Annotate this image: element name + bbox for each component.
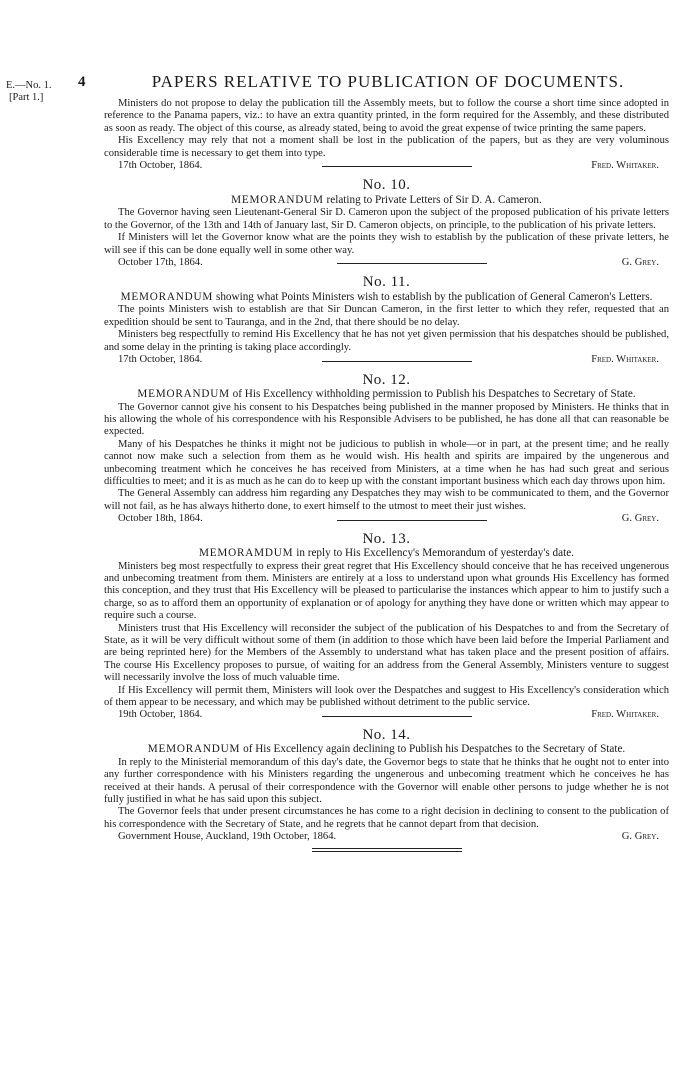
- paragraph: The Governor having seen Lieutenant-General Sir D. Cameron upon the subject of the proposed publication of his private letters to the Governor, of the 13th and 14th of January last, Sir D. Cameron objects, on principle, to the publication of his private letters.: [104, 207, 669, 231]
- date-line: 19th October, 1864.: [118, 709, 203, 721]
- date-line: October 17th, 1864.: [118, 257, 203, 269]
- paragraph: Many of his Despatches he thinks it might not be judicious to publish in whole—or in part, at the present time; and he really cannot now make such a selection from them as he would wish. His health and spirits are impaired by the ungenerous and unbecoming treatment which he conceives he has received from Ministers, at a time when he has had such great and serious difficulties to meet; and it is as much as he can do to keep up with the constant important business which each day throws upon him.: [104, 438, 669, 487]
- memo-no-11: [104, 276, 669, 366]
- page-body: [104, 98, 669, 852]
- memo-heading-text: showing what Points Ministers wish to establish by the publication of General Cameron's Letters.: [215, 290, 653, 303]
- date-line: 17th October, 1864.: [118, 354, 203, 366]
- memo-heading-text: relating to Private Letters of Sir D. A. Cameron.: [326, 193, 542, 206]
- paragraph: If His Excellency will permit them, Ministers will look over the Despatches and suggest to His Excellency's consideration which of them appear to be necessary, and which may be published without detriment to the public service.: [104, 684, 669, 709]
- signature-block: [104, 257, 669, 269]
- memo-no-13: [104, 530, 669, 722]
- memo-heading-lead: MEMORANDUM: [231, 193, 324, 206]
- margin-reference: [6, 80, 52, 104]
- paragraph: Ministers do not propose to delay the publication till the Assembly meets, but to follow the course a short time since adopted in reference to the Panama papers, viz.: to have an extra quantity printed, in the form required for the Assembly, and these distributed as soon as ready. The object of this course, as already stated, being to avoid the great expense of twice printing the same papers.: [104, 98, 669, 134]
- page-number: 4: [78, 74, 86, 90]
- memo-no-14: [104, 726, 669, 852]
- divider: [322, 361, 472, 362]
- section-number: No. 11.: [362, 274, 411, 291]
- divider: [337, 520, 487, 521]
- paragraph: If Ministers will let the Governor know what are the points they wish to establish by the publication of these private letters, he will see if this can be done equally well in some other way.: [104, 232, 669, 256]
- signature: G. Grey.: [621, 831, 659, 843]
- date-line: Government House, Auckland, 19th October, 1864.: [118, 831, 337, 843]
- running-head: PAPERS RELATIVE TO PUBLICATION OF DOCUMENTS.: [151, 72, 625, 91]
- paragraph: Ministers trust that His Excellency will reconsider the subject of the publication of his Despatches to and from the Secretary of State, as it will be very difficult without some of them (in addition to those which have been laid before the Imperial Parliament and are being reprinted here) for the Members of the Assembly to understand what has taken place and the present position of affairs. The course His Excellency proposes to pursue, of waiting for an address from the General Assembly, Ministers venture to suggest will necessarily involve the loss of much valuable time.: [104, 622, 669, 684]
- section-number: No. 12.: [362, 371, 411, 388]
- signature: Fred. Whitaker.: [591, 160, 659, 172]
- memo-heading-text: of His Excellency again declining to Publish his Despatches to the Secretary of State.: [243, 743, 626, 756]
- memo-no-12: [104, 371, 669, 526]
- divider: [337, 263, 487, 264]
- margin-ref-line1: E.—No. 1.: [6, 80, 52, 91]
- memo-heading: [104, 194, 669, 207]
- memo-heading-lead: MEMORANDUM: [120, 290, 214, 303]
- end-divider: [312, 851, 462, 852]
- paragraph: In reply to the Ministerial memorandum of this day's date, the Governor begs to state that he thinks that he ought not to enter into any further correspondence with his Ministers regarding the ungenerous and unbecoming treatment which he conceives he has received at their hands. A perusal of their correspondence with the Governor will enable other persons to judge whether he is not fully justified in what he has said upon this subject.: [104, 756, 669, 806]
- signature-block: [104, 709, 669, 721]
- divider: [322, 716, 472, 717]
- memo-heading-text: of His Excellency withholding permission to Publish his Despatches to Secretary of State.: [232, 387, 636, 400]
- end-divider: [312, 848, 462, 849]
- signature: G. Grey.: [621, 513, 659, 525]
- signature-block: [104, 160, 669, 172]
- intro-section: [104, 98, 669, 172]
- memo-heading-lead: MEMORANDUM: [137, 387, 230, 400]
- signature: Fred. Whitaker.: [591, 709, 659, 721]
- paragraph: Ministers beg most respectfully to express their great regret that His Excellency should conceive that he has received ungenerous and unbecoming treatment from them. Ministers are entirely at a loss to understand upon what grounds His Excellency has formed this conception, and they trust that His Excellency will be pleased to particularise the instances which appear to him to justify such a charge, so as to afford them an opportunity of explanation or of apology for anything they have done or written which may appear to require such a course.: [104, 560, 669, 622]
- section-number: No. 13.: [362, 530, 411, 547]
- signature-block: [104, 354, 669, 366]
- paragraph: The Governor cannot give his consent to his Despatches being published in the manner proposed by Ministers. He thinks that in his allowing the whole of his correspondence with his Responsible Advisers to be published, he has done all that can reasonable be expected.: [104, 401, 669, 438]
- date-line: 17th October, 1864.: [118, 160, 203, 172]
- memo-heading: [104, 388, 669, 401]
- signature: G. Grey.: [621, 257, 659, 269]
- memo-heading-lead: MEMORANDUM: [147, 743, 241, 756]
- section-number: No. 14.: [362, 726, 411, 743]
- paragraph: Ministers beg respectfully to remind His Excellency that he has not yet given permission that his despatches should be published, and some delay in the printing is taking place accordingly.: [104, 329, 669, 353]
- signature-block: [104, 831, 669, 843]
- paragraph: The points Ministers wish to establish are that Sir Duncan Cameron, in the first letter to which they refer, requested that an expedition should be sent to Tauranga, and in the 2nd, that there should be no delay.: [104, 304, 669, 328]
- divider: [322, 166, 472, 167]
- memo-heading: [104, 291, 669, 304]
- paragraph: His Excellency may rely that not a moment shall be lost in the publication of the papers, but as they are very voluminous considerable time is necessary to get them into type.: [104, 135, 669, 159]
- memo-heading: [104, 743, 669, 756]
- paragraph: The Governor feels that under present circumstances he has come to a right decision in declining to consent to the publication of his correspondence with the Secretary of State, and he regrets that he cannot depart from that decision.: [104, 806, 669, 830]
- section-number: No. 10.: [362, 177, 411, 194]
- date-line: October 18th, 1864.: [118, 513, 203, 525]
- signature-block: [104, 513, 669, 525]
- signature: Fred. Whitaker.: [591, 354, 659, 366]
- memo-heading: [104, 547, 669, 560]
- memo-no-10: [104, 179, 669, 269]
- margin-ref-line2: [Part 1.]: [9, 92, 44, 103]
- paragraph: The General Assembly can address him regarding any Despatches they may wish to be communicated to them, and the Governor will not fail, as he has always hitherto done, to exert himself to the utmost to meet their just wishes.: [104, 488, 669, 512]
- memo-heading-lead: MEMORAMDUM: [199, 546, 294, 559]
- memo-heading-text: in reply to His Excellency's Memorandum of yesterday's date.: [296, 546, 574, 559]
